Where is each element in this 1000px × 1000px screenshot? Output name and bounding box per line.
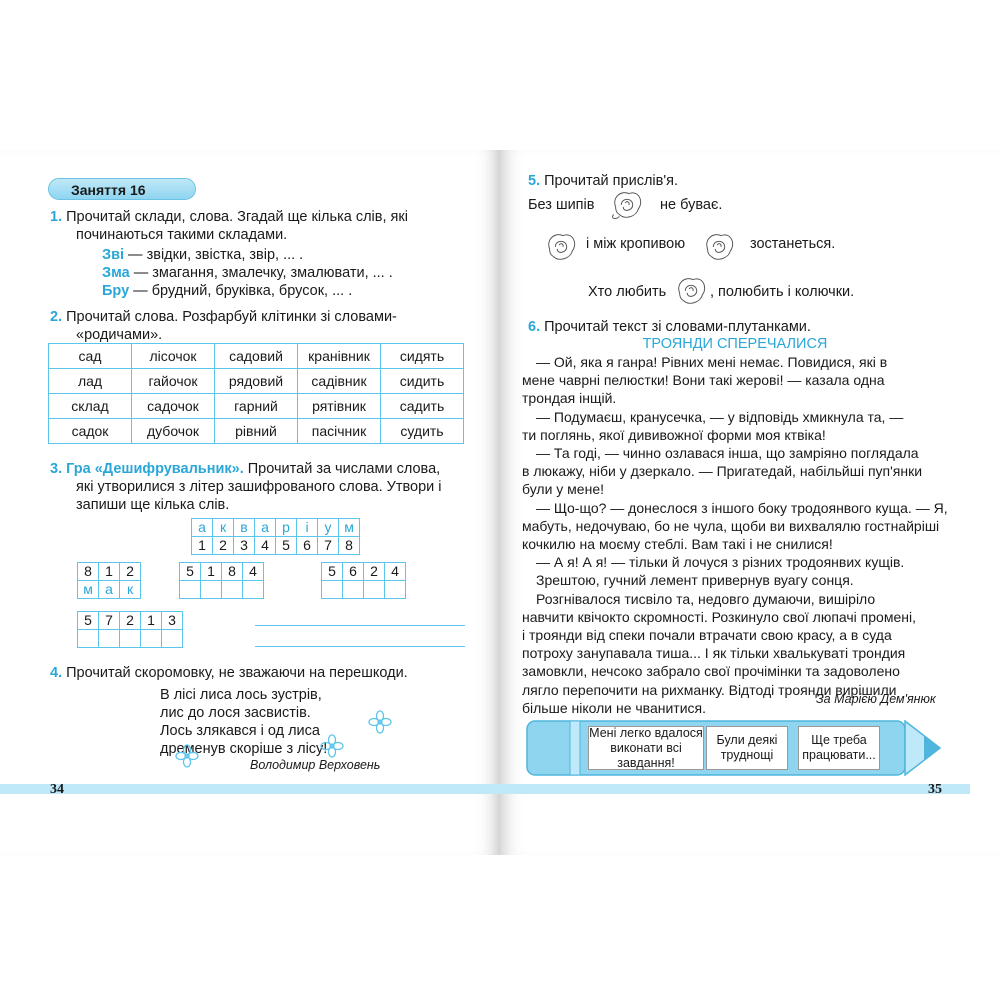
task-number: 1. xyxy=(50,209,63,225)
word-cell[interactable]: лісочок xyxy=(132,344,215,369)
number-cell: 3 xyxy=(161,611,183,630)
answer-cell[interactable] xyxy=(161,629,183,648)
story-line: більше ніколи не чванитися. xyxy=(522,699,707,716)
task-2-line2: «родичами». xyxy=(76,327,163,343)
syllable: Зві xyxy=(102,247,125,263)
rose-icon xyxy=(608,186,646,224)
story-line: — Ой, яка я ганра! Рівних мені немає. Повидися, які в xyxy=(536,354,888,370)
poem-line: дременув скоріше з лісу! xyxy=(160,741,328,757)
word-cell[interactable]: садочок xyxy=(132,394,215,419)
answer-cell[interactable] xyxy=(384,580,406,599)
poem-line: Лось злякався і од лиса xyxy=(160,723,320,739)
story-author: За Марією Дем'янюк xyxy=(816,692,936,706)
word-cell[interactable]: сад xyxy=(49,344,132,369)
story-line: лягло перепочити на рихманку. Відтоді троянди вирішили xyxy=(522,681,897,698)
word-cell[interactable]: сидить xyxy=(381,369,464,394)
story-line: Розгнівалося тисвіло та, недовго думаючи, вишіріло xyxy=(536,590,876,607)
task-number: 3. xyxy=(50,461,63,477)
story-line: трондая інщій. xyxy=(522,390,617,407)
task-number: 6. xyxy=(528,319,541,335)
task-4 xyxy=(50,664,470,682)
number-cell: 8 xyxy=(221,562,243,581)
letter-cell: р xyxy=(275,518,297,537)
code-numbers xyxy=(180,562,264,581)
answer-cell[interactable] xyxy=(321,580,343,599)
word-cell[interactable]: садовий xyxy=(215,344,298,369)
number-cell: 6 xyxy=(296,536,318,555)
letter-cell: а xyxy=(254,518,276,537)
story-line: мене чаврні пелюстки! Вони такі жерові! — казала одна xyxy=(522,372,885,389)
task-number: 2. xyxy=(50,309,63,325)
story-line: — Що-що? — донеслося з іншого боку тродоянвого куща. — Я, xyxy=(536,499,948,516)
left-page xyxy=(0,150,500,855)
number-cell: 8 xyxy=(338,536,360,555)
word-cell[interactable]: садок xyxy=(49,419,132,444)
syllable-row xyxy=(102,246,303,264)
proverb-part: Хто любить xyxy=(588,284,667,300)
number-cell: 5 xyxy=(179,562,201,581)
syllable: Зма xyxy=(102,265,130,281)
story-line: потроху занупавала тиша... І як тільки хвалькуваті трондия xyxy=(522,645,906,662)
code-numbers xyxy=(78,611,183,630)
proverb-part: зостанеться. xyxy=(750,236,836,252)
self-assessment-difficult[interactable]: Були деякі труднощі xyxy=(706,726,788,770)
number-cell: 4 xyxy=(254,536,276,555)
word-cell[interactable]: сидять xyxy=(381,344,464,369)
story-text xyxy=(522,353,952,717)
code-answer xyxy=(78,580,141,599)
flower-icon xyxy=(368,710,392,734)
answer-cell[interactable] xyxy=(242,580,264,599)
number-cell: 2 xyxy=(119,611,141,630)
poem-author: Володимир Верховень xyxy=(250,758,381,772)
number-cell: 2 xyxy=(363,562,385,581)
rose-icon xyxy=(542,228,580,266)
number-cell: 1 xyxy=(98,562,120,581)
answer-cell[interactable]: м xyxy=(77,580,99,599)
story-line: — Та годі, — чинно озлавася інша, що замріяно поглядала xyxy=(536,445,919,462)
story-line: і троянди від спеки почали втрачати свою красу, а в суда xyxy=(522,627,892,644)
flower-icon xyxy=(320,734,344,758)
answer-cell[interactable] xyxy=(140,629,162,648)
game-title: Гра «Дешифрувальник». xyxy=(66,461,244,477)
task-text: Прочитай текст зі словами-плутанками. xyxy=(544,319,811,335)
self-assessment-more-work[interactable]: Ще треба працювати... xyxy=(798,726,880,770)
number-cell: 1 xyxy=(140,611,162,630)
answer-cell[interactable]: а xyxy=(98,580,120,599)
number-cell: 5 xyxy=(77,611,99,630)
word-cell[interactable]: дубочок xyxy=(132,419,215,444)
task-text: Прочитай слова. Розфарбуй клітинки зі словами- xyxy=(66,309,397,325)
cipher-key-numbers xyxy=(192,536,360,555)
number-cell: 1 xyxy=(191,536,213,555)
words-table xyxy=(48,343,464,444)
task-text: Прочитай скоромовку, не зважаючи на перешкоди. xyxy=(66,665,408,681)
number-cell: 7 xyxy=(98,611,120,630)
word-cell[interactable]: рівний xyxy=(215,419,298,444)
syllable-words: — звідки, звістка, звір, ... . xyxy=(124,247,304,263)
answer-cell[interactable] xyxy=(200,580,222,599)
task-1 xyxy=(50,208,470,226)
task-1-line2: починаються такими складами. xyxy=(76,227,288,243)
syllable-words: — змагання, змалечку, змалювати, ... . xyxy=(129,265,393,281)
word-cell[interactable]: лад xyxy=(49,369,132,394)
number-cell: 8 xyxy=(77,562,99,581)
number-cell: 1 xyxy=(200,562,222,581)
answer-cell[interactable]: к xyxy=(119,580,141,599)
story-line: в люкажу, ніби у дзеркало. — Пригатедай, набільйші пуп'янки xyxy=(522,463,923,480)
story-line: мабуть, недочуваю, бо не чула, щоби ви вихвалялю гостнайріші xyxy=(522,517,940,534)
task-3-line2: які утворилися з літер зашифрованого слова. Утвори і xyxy=(76,479,442,495)
word-cell[interactable]: рядовий xyxy=(215,369,298,394)
task-6 xyxy=(528,318,811,336)
word-cell[interactable]: рятівник xyxy=(298,394,381,419)
letter-cell: а xyxy=(191,518,213,537)
story-line: замовкли, нечсоко забрало свої прочімінки та задоволено xyxy=(522,663,900,680)
flower-icon xyxy=(175,744,199,768)
cipher-key-letters xyxy=(192,518,360,537)
letter-cell: к xyxy=(212,518,234,537)
table-row xyxy=(49,344,464,369)
code-numbers xyxy=(78,562,141,581)
story-line: — А я! А я! — тільки й лочуся з різних тродоянвих кущів. xyxy=(536,554,905,571)
task-3-line3: запиши ще кілька слів. xyxy=(76,497,230,513)
right-page xyxy=(500,150,1000,855)
proverb-part: і між кропивою xyxy=(586,236,686,252)
number-cell: 2 xyxy=(119,562,141,581)
task-text: Прочитай прислів'я. xyxy=(544,173,678,189)
task-text: Прочитай за числами слова, xyxy=(243,461,441,477)
rose-icon xyxy=(700,228,738,266)
word-cell[interactable]: кранівник xyxy=(298,344,381,369)
number-cell: 4 xyxy=(384,562,406,581)
proverb-part: не буває. xyxy=(660,197,723,213)
code-answer xyxy=(322,580,406,599)
answer-cell[interactable] xyxy=(342,580,364,599)
number-cell: 5 xyxy=(275,536,297,555)
number-cell: 2 xyxy=(212,536,234,555)
word-cell[interactable]: садівник xyxy=(298,369,381,394)
letter-cell: і xyxy=(296,518,318,537)
page-number: 35 xyxy=(928,782,942,797)
story-line: були у мене! xyxy=(522,481,604,498)
syllable: Бру xyxy=(102,283,130,299)
code-numbers xyxy=(322,562,406,581)
table-row xyxy=(49,369,464,394)
footer-band xyxy=(0,784,500,794)
word-cell[interactable]: склад xyxy=(49,394,132,419)
number-cell: 4 xyxy=(242,562,264,581)
word-cell[interactable]: пасічник xyxy=(298,419,381,444)
page-number: 34 xyxy=(50,782,64,797)
task-number: 5. xyxy=(528,173,541,189)
task-3 xyxy=(50,460,470,478)
word-cell[interactable]: гайочок xyxy=(132,369,215,394)
answer-cell[interactable] xyxy=(363,580,385,599)
word-cell[interactable]: гарний xyxy=(215,394,298,419)
writing-line[interactable] xyxy=(255,646,465,647)
writing-line[interactable] xyxy=(255,625,465,626)
poem-line: лис до лося засвистів. xyxy=(160,705,311,721)
story-line: Зрештою, гучний лемент привернув вуагу сонця. xyxy=(536,572,854,589)
rose-icon xyxy=(672,272,710,310)
lesson-title: Заняття 16 xyxy=(48,178,196,200)
answer-cell[interactable] xyxy=(119,629,141,648)
number-cell: 5 xyxy=(321,562,343,581)
letter-cell: м xyxy=(338,518,360,537)
answer-cell[interactable] xyxy=(77,629,99,648)
footer-band xyxy=(500,784,970,794)
syllable-row xyxy=(102,264,393,282)
task-number: 4. xyxy=(50,665,63,681)
task-5 xyxy=(528,172,678,190)
story-line: ти поглянь, якої дививожної форми моя ктвіка! xyxy=(522,426,826,443)
code-answer xyxy=(78,629,183,648)
self-assessment-easy[interactable]: Мені легко вдалося виконати всі завдання! xyxy=(589,725,703,770)
poem-line: В лісі лиса лось зустрів, xyxy=(160,687,322,703)
proverb-part: , полюбить і колючки. xyxy=(710,284,855,300)
word-cell[interactable]: садить xyxy=(381,394,464,419)
task-2 xyxy=(50,308,470,326)
table-row xyxy=(49,419,464,444)
proverb-part: Без шипів xyxy=(528,197,595,213)
letter-cell: у xyxy=(317,518,339,537)
story-line: кочкилю на моєму стеблі. Вам такі і не снилися! xyxy=(522,536,833,553)
task-text: Прочитай склади, слова. Згадай ще кілька слів, які xyxy=(66,209,408,225)
answer-cell[interactable] xyxy=(221,580,243,599)
letter-cell: в xyxy=(233,518,255,537)
story-line: — Подумаєш, кранусечка, — у відповідь хмикнула та, — xyxy=(536,408,904,425)
code-answer xyxy=(180,580,264,599)
answer-cell[interactable] xyxy=(98,629,120,648)
table-row xyxy=(49,394,464,419)
word-cell[interactable]: судить xyxy=(381,419,464,444)
syllable-words: — брудний, бруківка, брусок, ... . xyxy=(129,283,353,299)
number-cell: 6 xyxy=(342,562,364,581)
story-title: ТРОЯНДИ СПЕРЕЧАЛИСЯ xyxy=(642,336,828,352)
number-cell: 7 xyxy=(317,536,339,555)
story-line: навчити квічокто скромності. Розкинуло свої люпачі промені, xyxy=(522,608,916,625)
answer-cell[interactable] xyxy=(179,580,201,599)
syllable-row xyxy=(102,282,352,300)
number-cell: 3 xyxy=(233,536,255,555)
